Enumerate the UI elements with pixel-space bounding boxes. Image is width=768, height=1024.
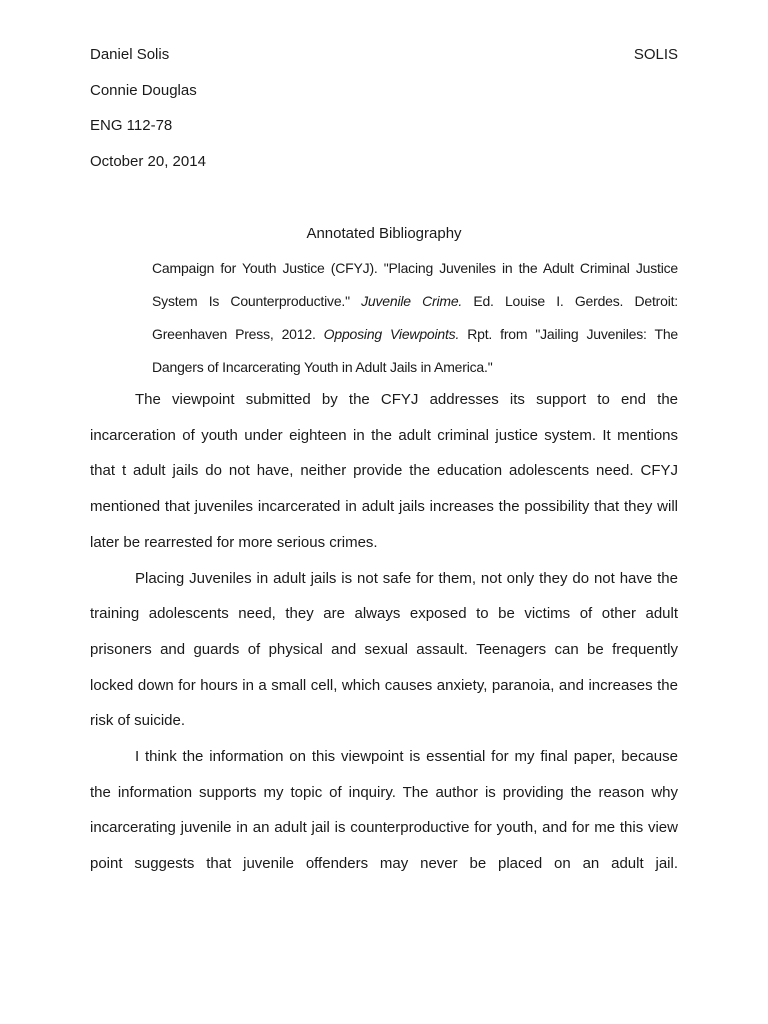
citation-text-2: Ed. Louise I. Gerdes. Detroit: Greenhaven Press, 2012. <box>152 293 678 342</box>
citation-text-1: Campaign for Youth Justice (CFYJ). "Placing Juveniles in the Adult Criminal Justice System Is Counterproductive." <box>152 260 678 309</box>
annotation-paragraph-2: Placing Juveniles in adult jails is not safe for them, not only they do not have the training adolescents need, they are always exposed to be victims of other adult prisoners and guards of physical and sexual assault. Teenagers can be frequently locked down for hours in a small cell, which causes anxiety, paranoia, and increases the risk of suicide. <box>90 569 678 730</box>
annotation-paragraph-3: I think the information on this viewpoint is essential for my final paper, because the information supports my topic of inquiry. The author is providing the reason why incarcerating juvenile in an adult jail is counterproductive for youth, and for me this view point suggests that juvenile offenders may never be placed on an adult jail. <box>90 748 678 873</box>
instructor-name: Connie Douglas <box>90 82 197 99</box>
document-date: October 20, 2014 <box>90 153 206 170</box>
running-head: SOLIS <box>633 46 678 63</box>
citation-entry <box>152 252 678 384</box>
citation-series-title: Opposing Viewpoints. <box>323 326 460 342</box>
page-title: Annotated Bibliography <box>306 225 462 242</box>
annotation-body <box>90 382 678 882</box>
annotation-paragraph-1: The viewpoint submitted by the CFYJ addresses its support to end the incarceration of youth under eighteen in the adult criminal justice system. It mentions that t adult jails do not have, neither provide the education adolescents need. CFYJ mentioned that juveniles incarcerated in adult jails increases the possibility that they will later be rearrested for more serious crimes. <box>90 391 678 551</box>
citation-text-3: Rpt. from "Jailing Juveniles: The Dangers of Incarcerating Youth in Adult Jails in America." <box>152 326 679 375</box>
citation-book-title: Juvenile Crime. <box>361 293 463 309</box>
course-code: ENG 112-78 <box>90 117 173 134</box>
author-name: Daniel Solis <box>90 46 170 63</box>
